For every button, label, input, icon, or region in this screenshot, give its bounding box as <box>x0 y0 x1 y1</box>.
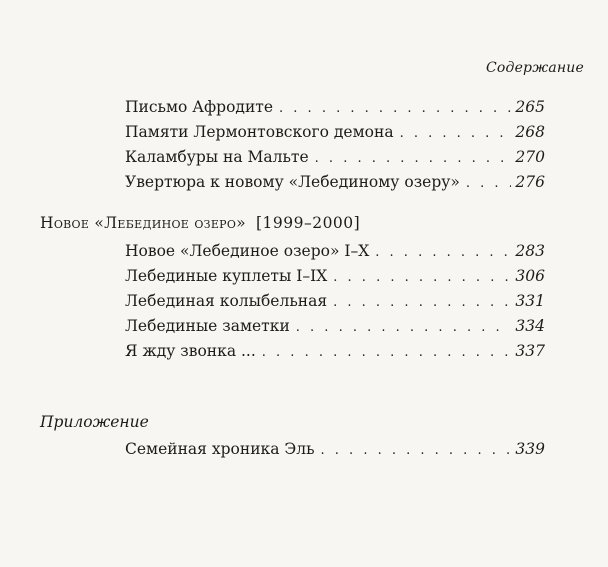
dot-leader <box>333 295 511 310</box>
dot-leader <box>466 176 512 191</box>
section-years: [1999–2000] <box>255 214 361 232</box>
toc-entry-page: 283 <box>515 242 545 260</box>
toc-entry-page: 270 <box>515 148 545 166</box>
dot-leader <box>296 320 512 335</box>
dot-leader <box>400 126 512 141</box>
toc-entry-title: Памяти Лермонтовского демона <box>125 123 394 141</box>
toc-entry-page: 337 <box>515 342 545 360</box>
toc-entry-title: Письмо Афродите <box>125 98 274 116</box>
appendix-heading: Приложение <box>40 413 149 431</box>
toc-entry[interactable] <box>125 440 545 458</box>
toc-entry-title: Лебединые заметки <box>125 317 290 335</box>
toc-entry-page: 339 <box>515 440 545 458</box>
running-head: Содержание <box>485 60 584 76</box>
dot-leader <box>315 151 512 166</box>
toc-entry-page: 331 <box>515 292 545 310</box>
toc-entry[interactable] <box>125 148 545 166</box>
toc-entry-title: Лебединая колыбельная <box>125 292 328 310</box>
toc-entry-title: Семейная хроника Эль <box>125 440 315 458</box>
toc-entry-page: 268 <box>515 123 545 141</box>
toc-entry-page: 265 <box>515 98 545 116</box>
toc-entry[interactable] <box>125 317 545 335</box>
toc-entry-title: Увертюра к новому «Лебединому озеру» <box>125 173 460 191</box>
toc-entry[interactable] <box>125 242 545 260</box>
toc-entry[interactable] <box>125 173 545 191</box>
toc-entry-page: 276 <box>515 173 545 191</box>
toc-entry[interactable] <box>125 123 545 141</box>
toc-entry-title: Новое «Лебединое озеро» I–X <box>125 242 370 260</box>
toc-entry[interactable] <box>125 98 545 116</box>
dot-leader <box>262 345 512 360</box>
toc-entry[interactable] <box>125 292 545 310</box>
toc-entry-page: 334 <box>515 317 545 335</box>
toc-entry[interactable] <box>125 267 545 285</box>
dot-leader <box>279 101 511 116</box>
toc-entry-title: Лебединые куплеты I–IX <box>125 267 328 285</box>
dot-leader <box>375 245 511 260</box>
section-title: Новое «Лебединое озеро» <box>40 214 246 232</box>
dot-leader <box>321 443 512 458</box>
toc-entry-title: Я жду звонка ... <box>125 342 256 360</box>
toc-entry-page: 306 <box>515 267 545 285</box>
section-heading <box>40 214 360 232</box>
toc-entry[interactable] <box>125 342 545 360</box>
dot-leader <box>333 270 511 285</box>
toc-entry-title: Каламбуры на Мальте <box>125 148 309 166</box>
